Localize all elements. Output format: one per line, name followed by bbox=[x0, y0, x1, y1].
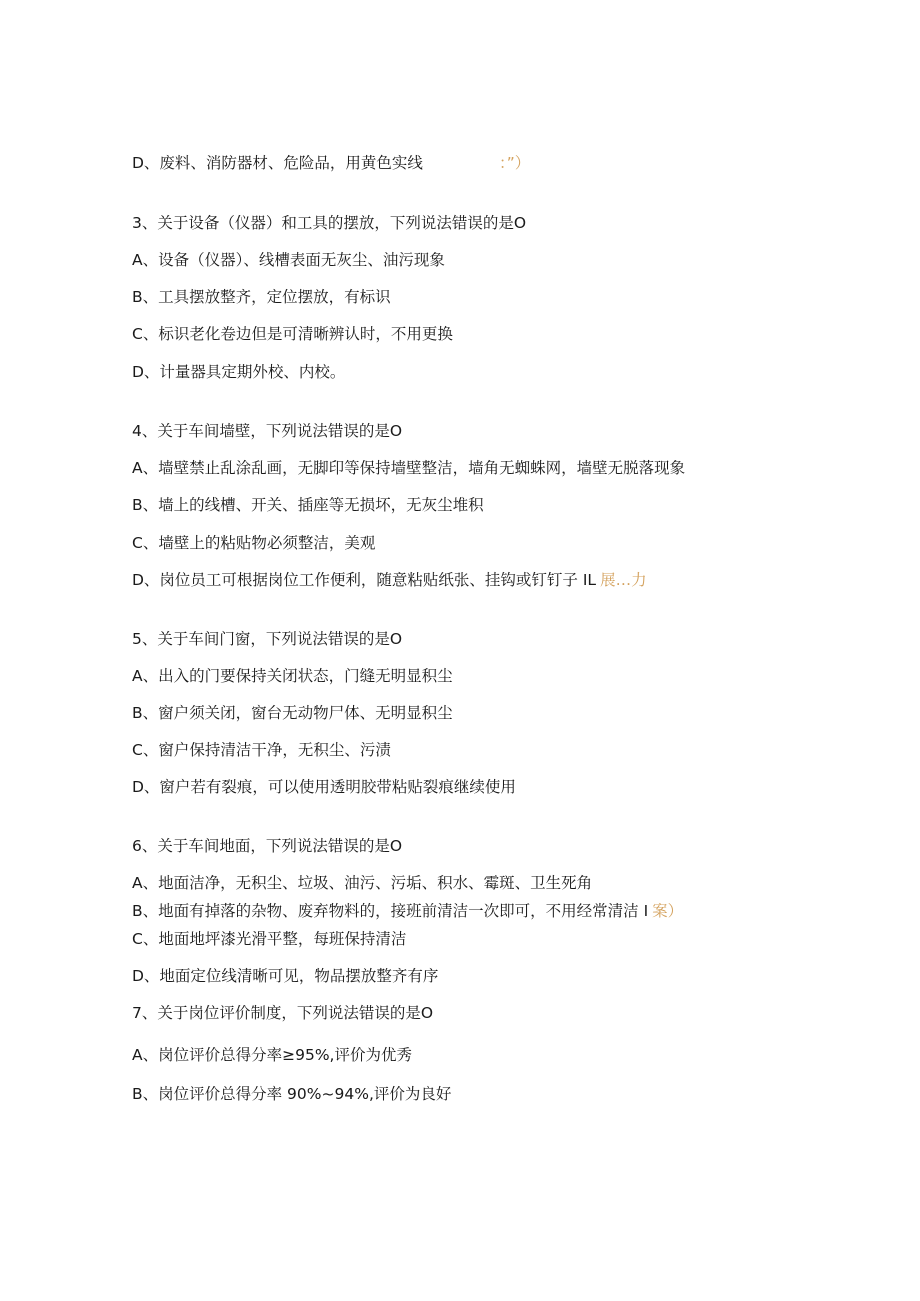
q2-option-d-answer-mark: ：”） bbox=[498, 154, 531, 172]
q3-option-a: A、设备（仪器）、线槽表面无灰尘、油污现象 bbox=[132, 251, 445, 269]
q2-option-d: D、废料、消防器材、危险品，用黄色实线 ：”） bbox=[132, 154, 531, 172]
q5-option-b: B、窗户须关闭，窗台无动物尸体、无明显积尘 bbox=[132, 704, 453, 722]
q7-option-b: B、岗位评价总得分率 90%~94%,评价为良好 bbox=[132, 1085, 452, 1103]
q4-option-b: B、墙上的线槽、开关、插座等无损坏，无灰尘堆积 bbox=[132, 496, 484, 514]
q5-question: 5、关于车间门窗，下列说法错误的是O bbox=[132, 630, 403, 648]
q6-option-a: A、地面洁净，无积尘、垃圾、油污、污垢、积水、霉斑、卫生死角 bbox=[132, 874, 593, 892]
q4-option-a: A、墙壁禁止乱涂乱画，无脚印等保持墙壁整洁，墙角无蜘蛛网，墙壁无脱落现象 bbox=[132, 459, 686, 477]
q5-option-c: C、窗户保持清洁干净，无积尘、污渍 bbox=[132, 741, 391, 759]
q6-option-c: C、地面地坪漆光滑平整，每班保持清洁 bbox=[132, 930, 407, 948]
q6-option-b-answer-mark: 案） bbox=[652, 902, 684, 920]
q5-option-d: D、窗户若有裂痕，可以使用透明胶带粘贴裂痕继续使用 bbox=[132, 778, 516, 796]
q4-option-d: D、岗位员工可根据岗位工作便利，随意粘贴纸张、挂钩或钉钉子 IL 展…力 bbox=[132, 571, 647, 589]
q7-option-a: A、岗位评价总得分率≥95%,评价为优秀 bbox=[132, 1046, 412, 1064]
q5-option-a: A、出入的门要保持关闭状态，门缝无明显积尘 bbox=[132, 667, 453, 685]
q3-option-c: C、标识老化卷边但是可清晰辨认时，不用更换 bbox=[132, 325, 453, 343]
q6-option-b: B、地面有掉落的杂物、废弃物料的，接班前清洁一次即可，不用经常清洁 I 案） bbox=[132, 902, 684, 920]
q3-question: 3、关于设备（仪器）和工具的摆放，下列说法错误的是O bbox=[132, 214, 527, 232]
q4-option-c: C、墙壁上的粘贴物必须整洁，美观 bbox=[132, 534, 376, 552]
q3-option-b: B、工具摆放整齐，定位摆放，有标识 bbox=[132, 288, 391, 306]
q3-option-d: D、计量器具定期外校、内校。 bbox=[132, 363, 346, 381]
q6-question: 6、关于车间地面，下列说法错误的是O bbox=[132, 837, 403, 855]
q6-option-d: D、地面定位线清晰可见，物品摆放整齐有序 bbox=[132, 967, 439, 985]
q4-option-d-answer-mark: 展…力 bbox=[600, 571, 647, 589]
q7-question: 7、关于岗位评价制度，下列说法错误的是O bbox=[132, 1004, 434, 1022]
q4-question: 4、关于车间墙壁，下列说法错误的是O bbox=[132, 422, 403, 440]
